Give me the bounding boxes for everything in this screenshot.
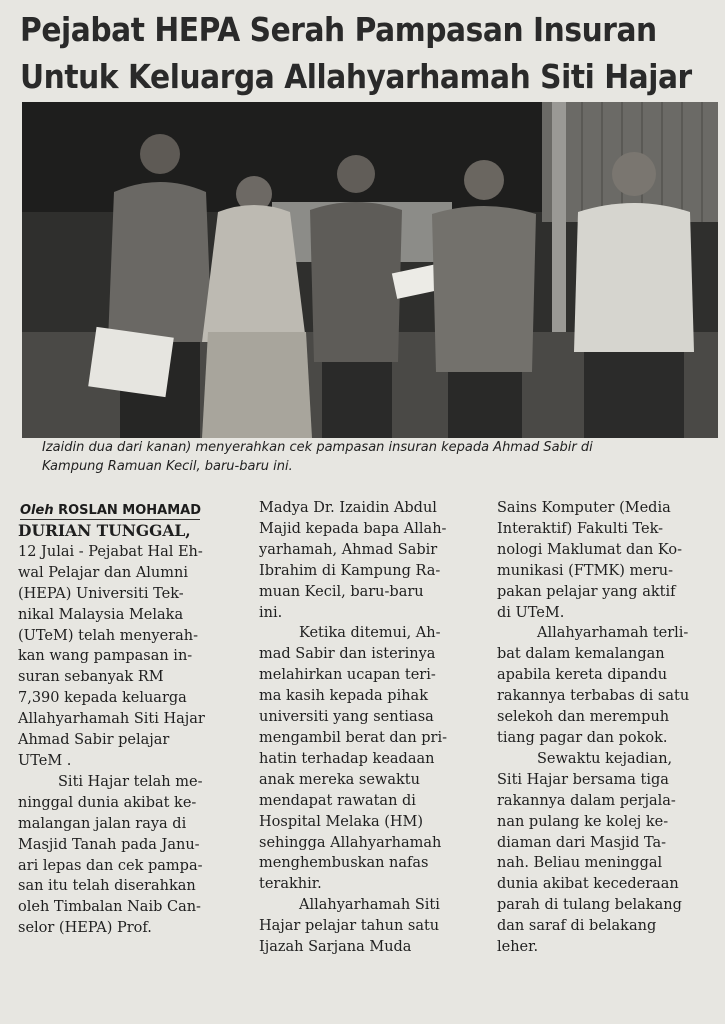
- photo-caption: [42, 438, 702, 476]
- article-line: 7,390 kepada keluarga: [18, 690, 187, 707]
- article-line: melahirkan ucapan teri-: [259, 667, 436, 684]
- article-column-1: [18, 521, 240, 939]
- article-line: Masjid Tanah pada Janu-: [18, 836, 200, 853]
- article-line: Siti Hajar bersama tiga: [497, 771, 669, 788]
- article-line: UTeM .: [18, 752, 72, 769]
- article-line: Sewaktu kejadian,: [537, 750, 673, 767]
- article-line: mad Sabir dan isterinya: [259, 646, 436, 663]
- news-photo: [22, 102, 718, 438]
- article-line: Allahyarhamah Siti: [299, 897, 440, 914]
- article-line: Ketika ditemui, Ah-: [299, 625, 441, 642]
- article-line: rakannya terbabas di satu: [497, 688, 690, 705]
- article-line: Ibrahim di Kampung Ra-: [259, 562, 441, 579]
- article-line: (UTeM) telah menyerah-: [18, 627, 199, 644]
- article-line: Allahyarhamah terli-: [537, 625, 689, 642]
- article-line: Allahyarhamah Siti Hajar: [18, 711, 205, 728]
- article-line: munikasi (FTMK) meru-: [497, 562, 674, 579]
- article-line: Hospital Melaka (HM): [259, 813, 424, 830]
- article-line: terakhir.: [259, 876, 322, 893]
- article-line: apabila kereta dipandu: [497, 667, 668, 684]
- article-line: nah. Beliau meninggal: [497, 855, 663, 872]
- article-line: sehingga Allahyarhamah: [259, 834, 442, 851]
- article-line: ari lepas dan cek pampa-: [18, 857, 203, 874]
- article-line: Siti Hajar telah me-: [58, 773, 203, 790]
- article-line: san itu telah diserahkan: [18, 878, 196, 895]
- headline-line-1: Pejabat HEPA Serah Pampasan Insuran: [20, 10, 657, 49]
- article-column-3: [497, 498, 719, 958]
- article-line: Madya Dr. Izaidin Abdul: [259, 500, 437, 516]
- headline-line-2: Untuk Keluarga Allahyarhamah Siti Hajar: [20, 57, 692, 96]
- article-line: dan saraf di belakang: [497, 918, 657, 935]
- byline-author: ROSLAN MOHAMAD: [58, 503, 202, 518]
- col3-lines: [497, 498, 719, 958]
- article-line: menghembuskan nafas: [259, 855, 429, 872]
- headline: [20, 6, 692, 100]
- byline-prefix: Oleh: [20, 503, 54, 518]
- article-line: muan Kecil, baru-baru: [259, 583, 424, 600]
- article-line: 12 Julai - Pejabat Hal Eh-: [18, 543, 203, 560]
- article-line: wal Pelajar dan Alumni: [18, 564, 188, 581]
- col2-lines: [259, 498, 481, 958]
- article-line: (HEPA) Universiti Tek-: [18, 585, 184, 602]
- article-line: Sains Komputer (Media: [497, 500, 671, 516]
- article-line: yarhamah, Ahmad Sabir: [259, 541, 438, 558]
- caption-line-1: Izaidin dua dari kanan) menyerahkan cek pampasan insuran kepada Ahmad Sabir di: [42, 440, 593, 455]
- article-line: leher.: [497, 939, 539, 956]
- article-line: selor (HEPA) Prof.: [18, 920, 152, 937]
- caption-line-2: Kampung Ramuan Kecil, baru-baru ini.: [42, 459, 293, 474]
- article-line: malangan jalan raya di: [18, 815, 187, 832]
- article-line: pakan pelajar yang aktif: [497, 583, 676, 600]
- article-line: Hajar pelajar tahun satu: [259, 918, 440, 935]
- article-line: oleh Timbalan Naib Can-: [18, 899, 201, 916]
- dateline: DURIAN TUNGGAL,: [18, 521, 191, 540]
- article-line: parah di tulang belakang: [497, 897, 682, 914]
- col1-lines: [18, 542, 240, 939]
- article-line: nan pulang ke kolej ke-: [497, 813, 669, 830]
- article-line: mendapat rawatan di: [259, 792, 416, 809]
- article-line: ma kasih kepada pihak: [259, 688, 428, 705]
- article-column-2: [259, 498, 481, 958]
- article-line: hatin terhadap keadaan: [259, 750, 435, 767]
- article-line: universiti yang sentiasa: [259, 709, 434, 726]
- article-line: diaman dari Masjid Ta-: [497, 834, 667, 851]
- photo-illustration: [22, 102, 718, 438]
- article-line: nikal Malaysia Melaka: [18, 606, 184, 623]
- article-line: nologi Maklumat dan Ko-: [497, 541, 682, 558]
- article-line: tiang pagar dan pokok.: [497, 729, 668, 746]
- article-line: Ijazah Sarjana Muda: [259, 939, 412, 956]
- article-line: Majid kepada bapa Allah-: [259, 520, 447, 537]
- article-line: di UTeM.: [497, 604, 565, 621]
- article-line: ini.: [259, 604, 283, 621]
- article-line: bat dalam kemalangan: [497, 646, 665, 663]
- article-line: mengambil berat dan pri-: [259, 729, 448, 746]
- article-line: selekoh dan merempuh: [497, 709, 670, 726]
- article-line: Ahmad Sabir pelajar: [18, 732, 170, 749]
- article-line: ninggal dunia akibat ke-: [18, 794, 197, 811]
- article-line: Interaktif) Fakulti Tek-: [497, 520, 664, 537]
- byline: [20, 503, 200, 520]
- article-line: kan wang pampasan in-: [18, 648, 193, 665]
- article-line: rakannya dalam perjala-: [497, 792, 676, 809]
- article-line: dunia akibat kecederaan: [497, 876, 679, 893]
- article-line: anak mereka sewaktu: [259, 771, 420, 788]
- article-line: suran sebanyak RM: [18, 669, 164, 686]
